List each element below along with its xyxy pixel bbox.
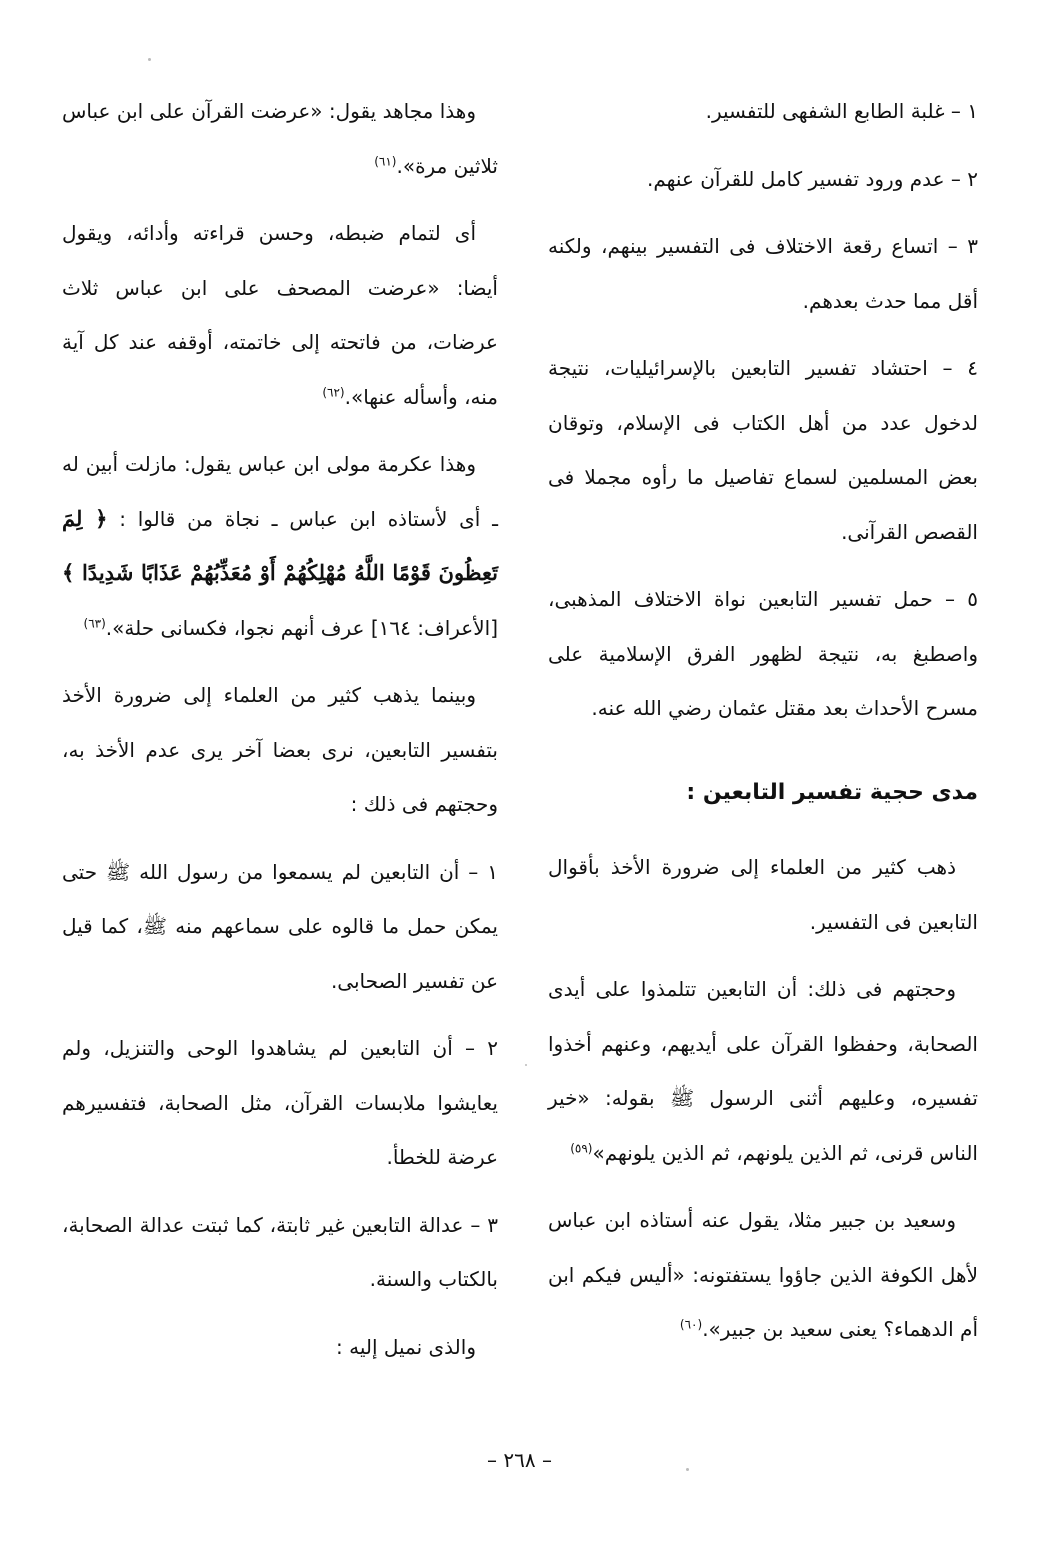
closing-line: والذى نميل إليه : <box>336 1334 476 1359</box>
verse-reference: [الأعراف: ١٦٤] <box>370 615 498 640</box>
footnote-marker: (٦١) <box>374 153 397 168</box>
scan-speck <box>525 1064 527 1066</box>
scan-speck <box>686 1468 689 1471</box>
page-number: – ٢٦٨ – <box>487 1448 552 1472</box>
paragraph <box>62 437 498 655</box>
list-item: ٢ – عدم ورود تفسير كامل للقرآن عنهم. <box>647 166 978 191</box>
section-heading: مدى حجية تفسير التابعين : <box>686 779 978 805</box>
paragraph <box>548 1193 978 1357</box>
list-item: ١ – أن التابعين لم يسمعوا من رسول الله ﷺ حتى يمكن حمل ما قالوه على سماعهم منه ﷺ، كما قيل عن تفسير الصحابى. <box>62 859 498 993</box>
paragraph-text: عرف أنهم نجوا، فكسانى حلة». <box>105 615 365 640</box>
footnote-marker: (٦٣) <box>83 615 106 630</box>
footnote-marker: (٦٠) <box>679 1317 703 1332</box>
list-item: ٤ – احتشاد تفسير التابعين بالإسرائيليات، نتيجة لدخول عدد من أهل الكتاب فى الإسلام، وتوقان بعض المسلمين لسماع تفاصيل ما رأوه مجملا فى القصص القرآنى. <box>548 356 978 544</box>
list-item: ١ – غلبة الطابع الشفهى للتفسير. <box>705 99 978 123</box>
footnote-marker: (٥٩) <box>570 1140 593 1155</box>
scan-speck <box>148 58 151 61</box>
list-item: ٣ – عدالة التابعين غير ثابتة، كما ثبتت عدالة الصحابة، بالكتاب والسنة. <box>62 1212 498 1291</box>
paragraph-text: وهذا مجاهد يقول: «عرضت القرآن على ابن عباس ثلاثين مرة». <box>62 99 498 178</box>
paragraph <box>62 84 498 193</box>
paragraph: ذهب كثير من العلماء إلى ضرورة الأخذ بأقوال التابعين فى التفسير. <box>548 855 978 934</box>
quran-verse: ﴿ لِمَ تَعِظُونَ قَوْمًا اللَّهُ مُهْلِكُهُمْ أَوْ مُعَذِّبُهُمْ عَذَابًا شَدِيدًا ﴾ <box>62 505 498 585</box>
paragraph-text: وهذا عكرمة مولى ابن عباس يقول: مازلت أبين له ـ أى لأستاذه ابن عباس ـ نجاة من قالوا : <box>62 452 498 531</box>
list-item: ٣ – اتساع رقعة الاختلاف فى التفسير بينهم، ولكنه أقل مما حدث بعدهم. <box>548 234 978 313</box>
right-column <box>548 84 978 1370</box>
paragraph-text: وسعيد بن جبير مثلا، يقول عنه أستاذه ابن عباس لأهل الكوفة الذين جاؤوا يستفتونه: «أليس فيكم ابن أم الدهماء؟ يعنى سعيد بن جبير». <box>548 1208 978 1341</box>
left-column <box>62 84 498 1387</box>
paragraph: وبينما يذهب كثير من العلماء إلى ضرورة الأخذ بتفسير التابعين، نرى بعضا آخر يرى عدم الأخذ به، وحجتهم فى ذلك : <box>62 683 498 816</box>
paragraph-text: أى لتمام ضبطه، وحسن قراءته وأدائه، ويقول أيضا: «عرضت المصحف على ابن عباس ثلاث عرضات، من فاتحته إلى خاتمته، أوقفه عند كل آية منه، وأسأله عنها». <box>62 221 498 409</box>
footnote-marker: (٦٢) <box>322 384 345 399</box>
list-item: ٢ – أن التابعين لم يشاهدوا الوحى والتنزيل، ولم يعايشوا ملابسات القرآن، مثل الصحابة، فتفسيرهم عرضة للخطأ. <box>62 1036 498 1169</box>
paragraph-text: وحجتهم فى ذلك: أن التابعين تتلمذوا على أيدى الصحابة، وحفظوا القرآن على أيديهم، وعنهم أخذوا تفسيره، وعليهم أثنى الرسول ﷺ بقوله: «خير الناس قرنى، ثم الذين يلونهم، ثم الذين يلونهم» <box>548 977 978 1165</box>
list-item: ٥ – حمل تفسير التابعين نواة الاختلاف المذهبى، واصطبغ به، نتيجة لظهور الفرق الإسلامية على مسرح الأحداث بعد مقتل عثمان رضي الله عنه. <box>548 587 978 720</box>
paragraph <box>548 962 978 1180</box>
paragraph <box>62 206 498 424</box>
